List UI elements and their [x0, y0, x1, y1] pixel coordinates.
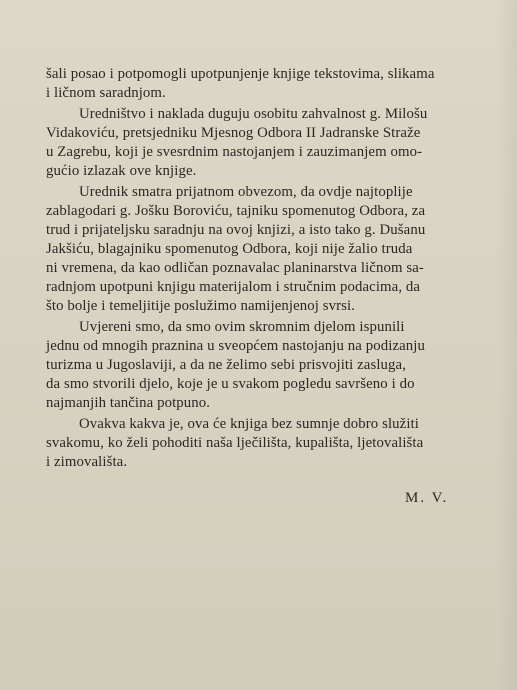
paragraph: [46, 183, 500, 316]
text-line: ni vremena, da kao odličan poznavalac planinarstva ličnom sa-: [46, 260, 424, 276]
text-line: trud i prijateljsku saradnju na ovoj knjizi, a isto tako g. Dušanu: [46, 222, 426, 238]
paragraph: [46, 65, 500, 103]
body-text: [46, 65, 500, 472]
text-line: turizma u Jugoslaviji, a da ne želimo sebi prisvojiti zasluga,: [46, 357, 407, 373]
text-line: jednu od mnogih praznina u sveopćem nastojanju na podizanju: [46, 338, 426, 354]
text-line: u Zagrebu, koji je svesrdnim nastojanjem i zauzimanjem omo-: [46, 144, 423, 160]
paragraph: [46, 318, 500, 413]
text-line: Jakšiću, blagajniku spomenutog Odbora, koji nije žalio truda: [46, 241, 413, 257]
text-line: šali posao i potpomogli upotpunjenje knjige tekstovima, slikama: [46, 66, 435, 82]
text-line: Ovakva kakva je, ova će knjiga bez sumnje dobro služiti: [79, 416, 419, 432]
text-line: i zimovališta.: [46, 454, 128, 470]
signature: M. V.: [405, 490, 449, 506]
text-line: Vidakoviću, pretsjedniku Mjesnog Odbora II Jadranske Straže: [46, 125, 421, 141]
text-line: što bolje i temeljitije poslužimo namijenjenoj svrsi.: [46, 298, 356, 314]
text-line: svakomu, ko želi pohoditi naša lječilišta, kupališta, ljetovališta: [46, 435, 424, 451]
text-line: Uredništvo i naklada duguju osobitu zahvalnost g. Milošu: [79, 106, 428, 122]
text-line: Uvjereni smo, da smo ovim skromnim djelom ispunili: [79, 319, 405, 335]
text-line: radnjom upotpuni knjigu materijalom i stručnim podacima, da: [46, 279, 421, 295]
text-line: zablagodari g. Jošku Boroviću, tajniku spomenutog Odbora, za: [46, 203, 426, 219]
text-line: Urednik smatra prijatnom obvezom, da ovdje najtoplije: [79, 184, 413, 200]
text-line: i ličnom saradnjom.: [46, 85, 166, 101]
paragraph: [46, 105, 500, 181]
text-line: da smo stvorili djelo, koje je u svakom pogledu savršeno i do: [46, 376, 415, 392]
text-line: gućio izlazak ove knjige.: [46, 163, 197, 179]
paragraph: [46, 415, 500, 472]
text-line: najmanjih tančina potpuno.: [46, 395, 211, 411]
